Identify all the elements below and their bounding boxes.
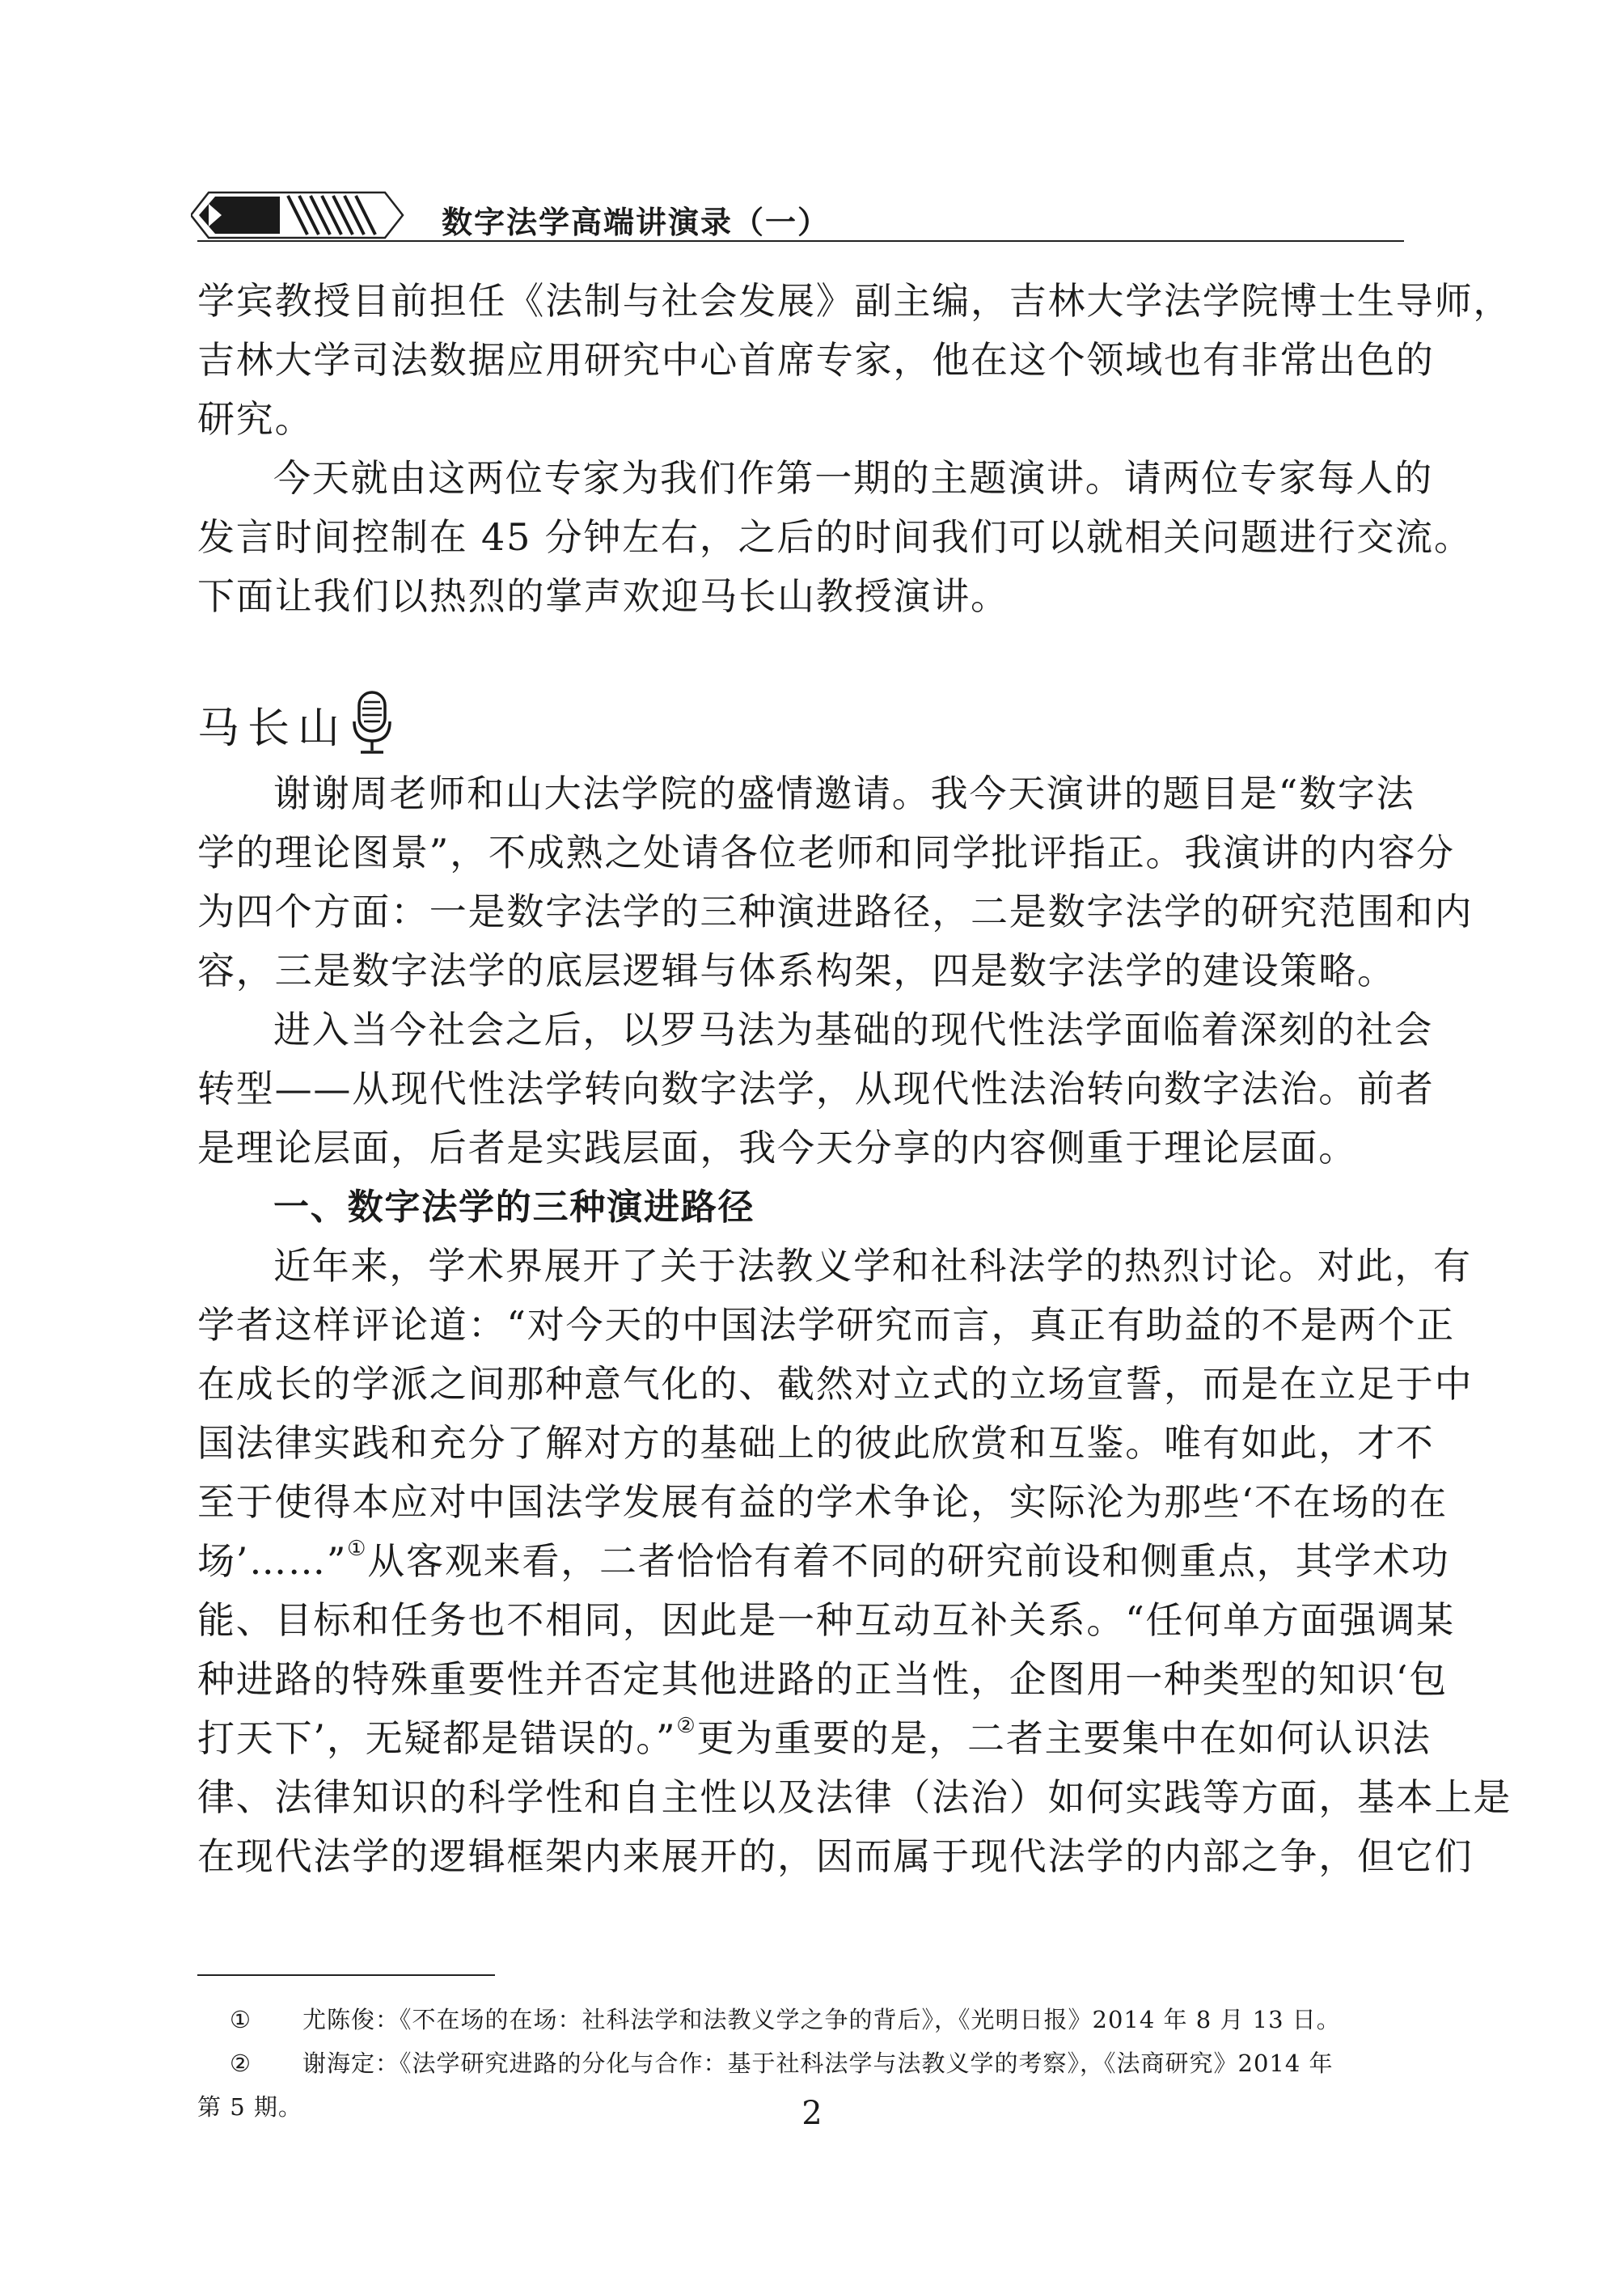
header-rule [197,240,1404,242]
footnote-ref-2[interactable]: ② [676,1714,697,1738]
text-segment: 打天下’，无疑都是错误的。” [197,1716,677,1760]
section-heading: 一、数字法学的三种演进路径 [273,1187,755,1228]
text-line: 为四个方面：一是数字法学的三种演进路径，二是数字法学的研究范围和内 [197,890,1474,933]
text-line: 容，三是数字法学的底层逻辑与体系构架，四是数字法学的建设策略。 [197,949,1396,992]
page-number: 2 [801,2095,823,2132]
text-line: 今天就由这两位专家为我们作第一期的主题演讲。请两位专家每人的 [273,456,1433,500]
text-line: 国法律实践和充分了解对方的基础上的彼此欣赏和互鉴。唯有如此，才不 [197,1421,1435,1465]
speaker-heading [197,687,395,760]
text-line: 研究。 [197,397,314,441]
text-line: 学宾教授目前担任《法制与社会发展》副主编，吉林大学法学院博士生导师， [197,279,1512,323]
header-title: 数字法学高端讲演录（一） [442,205,831,240]
footnote-2 [197,2041,1404,2085]
text-line [197,1709,1432,1768]
text-line: 吉林大学司法数据应用研究中心首席专家，他在这个领域也有非常出色的 [197,338,1435,382]
text-line: 在成长的学派之间那种意气化的、截然对立式的立场宣誓，而是在立足于中 [197,1362,1474,1406]
intro-text [197,272,1512,626]
footnote-rule [197,1974,495,1976]
footnote-mark: ① [230,2006,252,2033]
text-line: 学者这样评论道：“对今天的中国法学研究而言，真正有助益的不是两个正 [197,1303,1455,1347]
microphone-icon [349,689,395,759]
text-line: 谢谢周老师和山大法学院的盛情邀请。我今天演讲的题目是“数字法 [273,772,1415,815]
main-text [197,764,1512,1886]
text-line: 是理论层面，后者是实践层面，我今天分享的内容侧重于理论层面。 [197,1126,1357,1170]
text-line: 发言时间控制在 45 分钟左右，之后的时间我们可以就相关问题进行交流。 [197,515,1473,559]
footnote-mark: ② [230,2050,252,2077]
text-segment: 从客观来看，二者恰恰有着不同的研究前设和侧重点，其学术功 [367,1539,1450,1583]
footnote-1 [197,1998,1404,2041]
footnote-text: 谢海定：《法学研究进路的分化与合作：基于社科法学与法教义学的考察》，《法商研究》2014 年 [302,2050,1334,2077]
text-segment: 场’……” [197,1539,348,1583]
text-segment: 更为重要的是，二者主要集中在如何认识法 [696,1716,1432,1760]
text-line: 近年来，学术界展开了关于法教义学和社科法学的热烈讨论。对此，有 [273,1244,1472,1288]
text-line: 转型——从现代性法学转向数字法学，从现代性法治转向数字法治。前者 [197,1067,1435,1111]
footnote-2-continuation: 第 5 期。 [197,2093,302,2121]
text-line: 种进路的特殊重要性并否定其他进路的正当性，企图用一种类型的知识‘包 [197,1657,1448,1701]
footnote-ref-1[interactable]: ① [347,1537,368,1561]
text-line: 能、目标和任务也不相同，因此是一种互动互补关系。“任何单方面强调某 [197,1598,1455,1642]
text-line: 在现代法学的逻辑框架内来展开的，因而属于现代法学的内部之争，但它们 [197,1834,1474,1878]
text-line: 下面让我们以热烈的掌声欢迎马长山教授演讲。 [197,574,1009,618]
running-header [191,191,1404,246]
footnote-text: 尤陈俊：《不在场的在场：社科法学和法教义学之争的背后》，《光明日报》2014 年 8 月 13 日。 [302,2006,1341,2033]
speaker-name: 马长山 [197,704,349,753]
header-stripe-ornament-icon [191,191,405,239]
text-line [197,1532,1450,1591]
text-line: 律、法律知识的科学性和自主性以及法律（法治）如何实践等方面，基本上是 [197,1775,1512,1819]
text-line: 进入当今社会之后，以罗马法为基础的现代性法学面临着深刻的社会 [273,1008,1433,1051]
text-line: 至于使得本应对中国法学发展有益的学术争论，实际沦为那些‘不在场的在 [197,1480,1448,1524]
text-line: 学的理论图景”，不成熟之处请各位老师和同学批评指正。我演讲的内容分 [197,831,1455,874]
